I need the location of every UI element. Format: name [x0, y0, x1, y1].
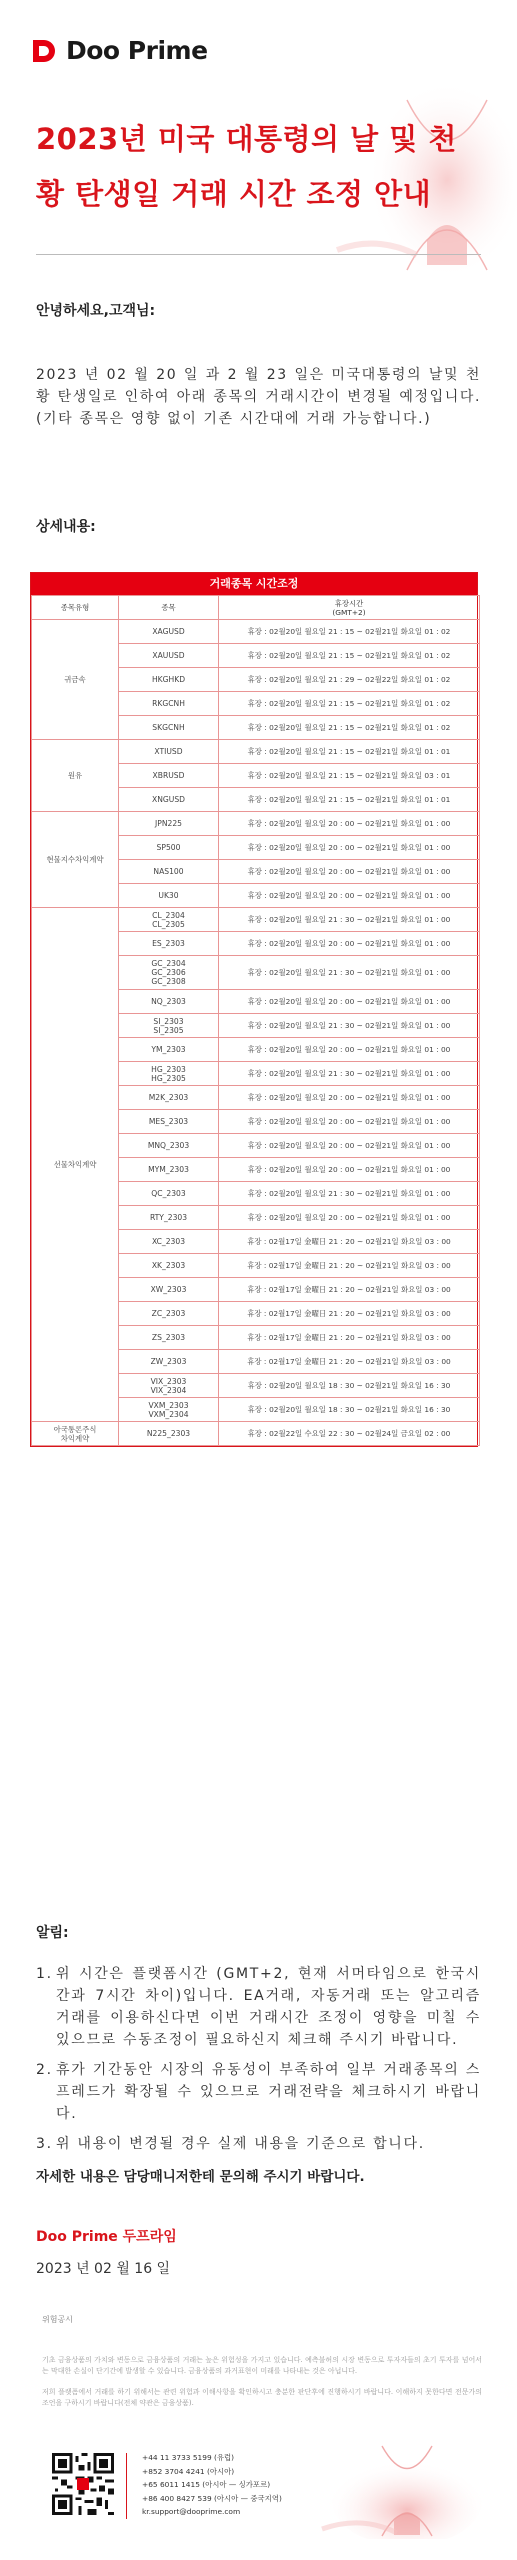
risk-paragraph: 저희 플랫폼에서 거래를 하기 위해서는 관련 위험과 이해사항을 확인하시고 충분한 판단후에 진행하시기 바랍니다. 이해하지 못한다면 전문가의 조언을 구하시기 바랍니다(전체 약관은 금융상품). — [42, 2388, 482, 2407]
intro-paragraph: 2023 년 02 월 20 일 과 2 월 23 일은 미국대통령의 날및 천황 탄생일로 인하여 아래 종목의 거래시간이 변경될 예정입니다.(기타 종목은 영향 없이 기존 시간대에 거래 가능합니다.) — [36, 367, 481, 427]
category-cell: 현물지수차익계약 — [32, 812, 119, 908]
brand-name: Doo Prime — [66, 36, 208, 65]
closing-time-cell: 휴장 : 02월20일 월요일 20 : 00 ~ 02월21일 화요일 01 : 00 — [219, 1158, 480, 1182]
closing-time-cell: 휴장 : 02월20일 월요일 21 : 29 ~ 02월22일 화요일 01 : 02 — [219, 668, 480, 692]
closing-time-cell: 휴장 : 02월17일 金曜日 21 : 20 ~ 02월21일 화요일 03 : 00 — [219, 1254, 480, 1278]
table-row — [32, 1422, 480, 1446]
risk-disclosure — [42, 2355, 482, 2419]
closing-time-cell: 휴장 : 02월20일 월요일 18 : 30 ~ 02월21일 화요일 16 : 30 — [219, 1398, 480, 1422]
symbol-cell: VXM_2303 VXM_2304 — [119, 1398, 219, 1422]
footer-contact-card — [42, 2441, 482, 2539]
closing-time-cell: 휴장 : 02월20일 월요일 21 : 15 ~ 02월21일 화요일 01 : 01 — [219, 740, 480, 764]
phone-asia[interactable]: +852 3704 4241 (아시아) — [142, 2466, 235, 2476]
symbol-cell: XAUUSD — [119, 644, 219, 668]
closing-time-cell: 휴장 : 02월20일 월요일 21 : 15 ~ 02월21일 화요일 03 : 01 — [219, 764, 480, 788]
doo-prime-logo-icon — [30, 37, 58, 65]
symbol-cell: HKGHKD — [119, 668, 219, 692]
symbol-cell: SKGCNH — [119, 716, 219, 740]
title-divider — [36, 254, 481, 255]
category-cell: 아국통론주식 차익계약 — [32, 1422, 119, 1446]
symbol-cell: ZW_2303 — [119, 1350, 219, 1374]
closing-time-cell: 휴장 : 02월20일 월요일 20 : 00 ~ 02월21일 화요일 01 : 00 — [219, 932, 480, 956]
table-row — [32, 908, 480, 932]
brand-logo[interactable] — [30, 36, 208, 65]
symbol-cell: VIX_2303 VIX_2304 — [119, 1374, 219, 1398]
symbol-cell: YM_2303 — [119, 1038, 219, 1062]
header-time: 휴장시간 (GMT+2) — [219, 596, 480, 620]
symbol-cell: N225_2303 — [119, 1422, 219, 1446]
closing-time-cell: 휴장 : 02월20일 월요일 21 : 15 ~ 02월21일 화요일 01 : 02 — [219, 644, 480, 668]
symbol-cell: ZS_2303 — [119, 1326, 219, 1350]
symbol-cell: MNQ_2303 — [119, 1134, 219, 1158]
symbol-cell: RKGCNH — [119, 692, 219, 716]
page-title: 2023년 미국 대통령의 날 및 천황 탄생일 거래 시간 조정 안내 — [36, 122, 457, 211]
closing-time-cell: 휴장 : 02월20일 월요일 20 : 00 ~ 02월21일 화요일 01 : 00 — [219, 884, 480, 908]
closing-time-cell: 휴장 : 02월17일 金曜日 21 : 20 ~ 02월21일 화요일 03 : 00 — [219, 1350, 480, 1374]
closing-time-cell: 휴장 : 02월20일 월요일 20 : 00 ~ 02월21일 화요일 01 : 00 — [219, 1206, 480, 1230]
closing-time-cell: 휴장 : 02월17일 金曜日 21 : 20 ~ 02월21일 화요일 03 : 00 — [219, 1326, 480, 1350]
symbol-cell: XAGUSD — [119, 620, 219, 644]
closing-time-cell: 휴장 : 02월20일 월요일 20 : 00 ~ 02월21일 화요일 01 : 00 — [219, 836, 480, 860]
closing-time-cell: 휴장 : 02월20일 월요일 20 : 00 ~ 02월21일 화요일 01 : 00 — [219, 1110, 480, 1134]
notice-heading: 알림: — [36, 1925, 69, 1941]
symbol-cell: XNGUSD — [119, 788, 219, 812]
closing-time-cell: 휴장 : 02월20일 월요일 20 : 00 ~ 02월21일 화요일 01 : 00 — [219, 1086, 480, 1110]
symbol-cell: MES_2303 — [119, 1110, 219, 1134]
greeting: 안녕하세요,고객님: — [36, 303, 156, 319]
closing-time-cell: 휴장 : 02월22일 수요일 22 : 30 ~ 02월24일 금요일 02 : 00 — [219, 1422, 480, 1446]
support-email[interactable]: kr.support@dooprime.com — [142, 2507, 241, 2516]
closing-time-cell: 휴장 : 02월20일 월요일 21 : 15 ~ 02월21일 화요일 01 : 02 — [219, 692, 480, 716]
closing-time-cell: 휴장 : 02월17일 金曜日 21 : 20 ~ 02월21일 화요일 03 : 00 — [219, 1230, 480, 1254]
closing-time-cell: 휴장 : 02월20일 월요일 20 : 00 ~ 02월21일 화요일 01 : 00 — [219, 1038, 480, 1062]
symbol-cell: XW_2303 — [119, 1278, 219, 1302]
symbol-cell: QC_2303 — [119, 1182, 219, 1206]
list-item: 3. 위 내용이 변경될 경우 실제 내용을 기준으로 합니다. — [36, 2136, 425, 2152]
symbol-cell: XBRUSD — [119, 764, 219, 788]
risk-paragraph: 기초 금융상품의 가치와 변동으로 금융상품의 거래는 높은 위험성을 가지고 있습니다. 예측불허의 시장 변동으로 투자자들의 초기 투자를 넘어서는 막대한 손실이 단기간에 발생할 수 있습니다. 금융상품의 과거표현이 미래를 나타내는 것은 아닙니다. — [42, 2356, 482, 2375]
table-row — [32, 740, 480, 764]
symbol-cell: XC_2303 — [119, 1230, 219, 1254]
table-row — [32, 620, 480, 644]
symbol-cell: JPN225 — [119, 812, 219, 836]
list-item: 2. 휴가 기간동안 시장의 유동성이 부족하여 일부 거래종목의 스프레드가 확장될 수 있으므로 거래전략을 체크하시기 바랍니다. — [36, 2062, 481, 2122]
qr-code-icon[interactable] — [52, 2453, 114, 2515]
schedule-title: 거래종목 시간조정 — [31, 573, 477, 595]
phone-singapore[interactable]: +65 6011 1415 (아시아 — 싱가포르) — [142, 2480, 271, 2489]
closing-time-cell: 휴장 : 02월20일 월요일 21 : 15 ~ 02월21일 화요일 01 : 02 — [219, 620, 480, 644]
header-category: 종목유형 — [32, 596, 119, 620]
phone-china[interactable]: +86 400 8427 539 (아시아 — 중국지역) — [142, 2493, 282, 2503]
symbol-cell: XTIUSD — [119, 740, 219, 764]
header-symbol: 종목 — [119, 596, 219, 620]
phone-europe[interactable]: +44 11 3733 5199 (유럽) — [142, 2453, 235, 2462]
closing-time-cell: 휴장 : 02월20일 월요일 20 : 00 ~ 02월21일 화요일 01 : 00 — [219, 860, 480, 884]
contact-note: 자세한 내용은 담당매니저한테 문의해 주시기 바랍니다. — [36, 2169, 365, 2185]
closing-time-cell: 휴장 : 02월17일 金曜日 21 : 20 ~ 02월21일 화요일 03 : 00 — [219, 1278, 480, 1302]
closing-time-cell: 휴장 : 02월20일 월요일 21 : 30 ~ 02월21일 화요일 01 : 00 — [219, 1062, 480, 1086]
closing-time-cell: 휴장 : 02월20일 월요일 20 : 00 ~ 02월21일 화요일 01 : 00 — [219, 1134, 480, 1158]
symbol-cell: UK30 — [119, 884, 219, 908]
symbol-cell: SP500 — [119, 836, 219, 860]
notice-list — [36, 1963, 481, 2163]
closing-time-cell: 휴장 : 02월20일 월요일 20 : 00 ~ 02월21일 화요일 01 : 00 — [219, 812, 480, 836]
category-cell: 원유 — [32, 740, 119, 812]
closing-time-cell: 휴장 : 02월20일 월요일 21 : 30 ~ 02월21일 화요일 01 : 00 — [219, 1182, 480, 1206]
symbol-cell: M2K_2303 — [119, 1086, 219, 1110]
symbol-cell: NAS100 — [119, 860, 219, 884]
table-row — [32, 812, 480, 836]
signature-date: 2023 년 02 월 16 일 — [36, 2261, 171, 2277]
symbol-cell: HG_2303 HG_2305 — [119, 1062, 219, 1086]
symbol-cell: NQ_2303 — [119, 990, 219, 1014]
symbol-cell: ZC_2303 — [119, 1302, 219, 1326]
footer-divider — [126, 2453, 127, 2519]
symbol-cell: MYM_2303 — [119, 1158, 219, 1182]
category-cell: 귀금속 — [32, 620, 119, 740]
symbol-cell: SI_2303 SI_2305 — [119, 1014, 219, 1038]
closing-time-cell: 휴장 : 02월20일 월요일 20 : 00 ~ 02월21일 화요일 01 : 00 — [219, 990, 480, 1014]
closing-time-cell: 휴장 : 02월20일 월요일 18 : 30 ~ 02월21일 화요일 16 : 30 — [219, 1374, 480, 1398]
contact-list — [142, 2451, 282, 2519]
closing-time-cell: 휴장 : 02월20일 월요일 21 : 30 ~ 02월21일 화요일 01 : 00 — [219, 956, 480, 990]
symbol-cell: XK_2303 — [119, 1254, 219, 1278]
closing-time-cell: 휴장 : 02월20일 월요일 21 : 15 ~ 02월21일 화요일 01 : 02 — [219, 716, 480, 740]
table-header-row — [32, 596, 480, 620]
schedule-table — [30, 572, 478, 1447]
closing-time-cell: 휴장 : 02월20일 월요일 21 : 30 ~ 02월21일 화요일 01 : 00 — [219, 908, 480, 932]
list-item: 1. 위 시간은 플랫폼시간 (GMT+2, 현재 서머타임으로 한국시간과 7시간 차이)입니다. EA거래, 자동거래 또는 알고리즘 거래를 이용하신다면 이번 거래시간 조정이 영향을 미칠 수 있으므로 수동조정이 필요하신지 체크해 주시기 바랍니다. — [36, 1966, 481, 2048]
detail-heading: 상세내용: — [36, 519, 96, 535]
closing-time-cell: 휴장 : 02월20일 월요일 21 : 30 ~ 02월21일 화요일 01 : 00 — [219, 1014, 480, 1038]
risk-title: 위험공시 — [42, 2315, 73, 2324]
category-cell: 선물차익계약 — [32, 908, 119, 1422]
symbol-cell: GC_2304 GC_2306 GC_2308 — [119, 956, 219, 990]
signature-brand: Doo Prime 두프라임 — [36, 2229, 177, 2245]
closing-time-cell: 휴장 : 02월17일 金曜日 21 : 20 ~ 02월21일 화요일 03 : 00 — [219, 1302, 480, 1326]
symbol-cell: ES_2303 — [119, 932, 219, 956]
symbol-cell: CL_2304 CL_2305 — [119, 908, 219, 932]
symbol-cell: RTY_2303 — [119, 1206, 219, 1230]
closing-time-cell: 휴장 : 02월20일 월요일 21 : 15 ~ 02월21일 화요일 01 : 01 — [219, 788, 480, 812]
hourglass-footer-icon — [312, 2441, 482, 2539]
